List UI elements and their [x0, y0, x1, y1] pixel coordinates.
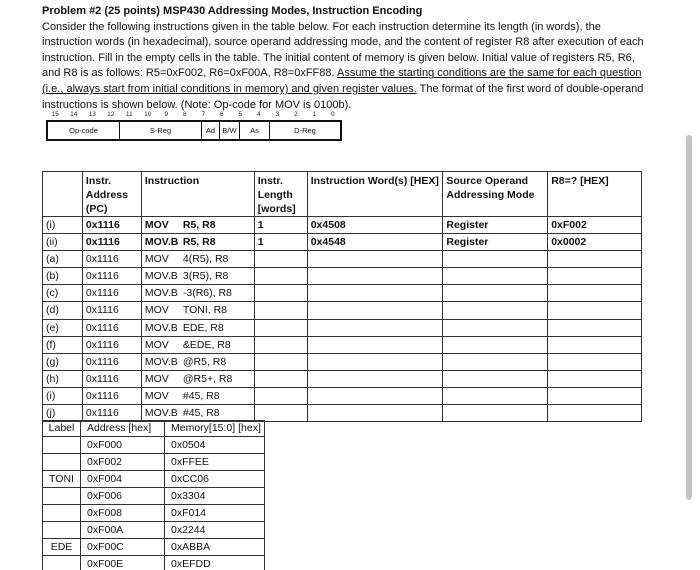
bit-number: 5 [238, 111, 243, 118]
row-label: (c) [43, 285, 83, 302]
memory-row [43, 505, 265, 522]
instr-length[interactable] [254, 302, 307, 319]
instr-address: 0x1116 [82, 302, 141, 319]
r8-value[interactable] [548, 268, 642, 285]
problem-tail: The format of the first word of double-operand instructions is shown below. (Note: Op-code for MOV is 0100b). [42, 82, 644, 111]
operands: 4(R5), R8 [182, 253, 229, 266]
mnemonic: MOV.B [144, 407, 178, 420]
mem-value: 0xCC06 [165, 471, 265, 488]
operands: EDE, R8 [182, 321, 224, 334]
instr-address: 0x1116 [82, 285, 141, 302]
bit-number: 13 [88, 111, 96, 118]
row-label: (a) [43, 251, 83, 268]
instruction-table [42, 171, 642, 422]
instruction-cell [141, 370, 254, 387]
mnemonic: MOV [144, 219, 169, 231]
row-label: (e) [43, 319, 83, 336]
instr-words[interactable] [307, 285, 443, 302]
operands: &EDE, R8 [182, 338, 231, 351]
mnemonic: MOV.B [144, 355, 178, 368]
header-pc: Instr. Address (PC) [82, 172, 141, 217]
mnemonic: MOV.B [144, 321, 178, 334]
r8-value[interactable] [548, 336, 642, 353]
mnemonic: MOV [144, 389, 169, 402]
instr-length[interactable] [254, 268, 307, 285]
mem-value: 0xEFDD [165, 556, 265, 570]
instruction-cell [141, 387, 254, 404]
header-mode: Source Operand Addressing Mode [443, 172, 548, 217]
mem-address: 0xF00A [81, 522, 165, 539]
mnemonic: MOV [144, 338, 169, 351]
bit-number-row [46, 111, 342, 120]
instr-address: 0x1116 [82, 268, 141, 285]
mnemonic: MOV.B [144, 287, 178, 300]
addressing-mode[interactable]: Register [443, 234, 548, 251]
row-label: (h) [43, 370, 83, 387]
operands: -3(R6), R8 [182, 287, 232, 300]
instruction-row [43, 302, 642, 319]
memory-row [43, 522, 265, 539]
instr-words[interactable] [307, 405, 443, 422]
mem-value: 0x3304 [165, 488, 265, 505]
bit-number: 3 [275, 111, 280, 118]
problem-title: Problem #2 (25 points) MSP430 Addressing Modes, Instruction Encoding [42, 5, 423, 17]
operands: @R5+, R8 [182, 372, 233, 385]
instr-address: 0x1116 [82, 370, 141, 387]
operands: 3(R5), R8 [182, 270, 229, 283]
mem-label [43, 454, 81, 471]
r8-value[interactable]: 0xF002 [548, 217, 642, 234]
instr-length[interactable] [254, 251, 307, 268]
r8-value[interactable]: 0x0002 [548, 234, 642, 251]
instruction-cell [141, 251, 254, 268]
mem-value: 0x0504 [165, 437, 265, 454]
addressing-mode[interactable] [443, 353, 548, 370]
instruction-cell [141, 234, 254, 251]
instr-words[interactable] [307, 302, 443, 319]
field-dreg: D-Reg [294, 126, 316, 135]
mnemonic: MOV [144, 304, 169, 317]
bit-number: 1 [312, 111, 317, 118]
header-r8: R8=? [HEX] [548, 172, 642, 217]
mnemonic: MOV.B [144, 270, 178, 283]
instruction-row [43, 336, 642, 353]
bit-number: 14 [70, 111, 78, 118]
instruction-row [43, 234, 642, 251]
instr-address: 0x1116 [82, 217, 141, 234]
instruction-cell [141, 302, 254, 319]
addressing-mode[interactable] [443, 370, 548, 387]
instruction-cell [141, 336, 254, 353]
instruction-format-diagram [46, 111, 342, 141]
addressing-mode[interactable] [443, 285, 548, 302]
memory-row [43, 556, 265, 570]
mnemonic: MOV.B [144, 236, 179, 249]
instr-length[interactable] [254, 285, 307, 302]
r8-value[interactable] [548, 302, 642, 319]
instr-words[interactable]: 0x4548 [307, 234, 443, 251]
instruction-cell [141, 319, 254, 336]
r8-value[interactable] [548, 251, 642, 268]
instruction-row [43, 285, 642, 302]
instr-words[interactable] [307, 251, 443, 268]
bit-number: 9 [164, 111, 169, 118]
bit-number: 11 [125, 111, 133, 118]
instruction-cell [141, 285, 254, 302]
bit-number: 2 [293, 111, 298, 118]
mem-address: 0xF002 [81, 454, 165, 471]
instr-length[interactable] [254, 353, 307, 370]
r8-value[interactable] [548, 405, 642, 422]
instruction-row [43, 353, 642, 370]
r8-value[interactable] [548, 370, 642, 387]
mem-value: 0xF014 [165, 505, 265, 522]
r8-value[interactable] [548, 353, 642, 370]
header-row-label [43, 172, 83, 217]
instr-words[interactable] [307, 370, 443, 387]
bit-number: 12 [107, 111, 115, 118]
instr-address: 0x1116 [82, 234, 141, 251]
instr-address: 0x1116 [82, 353, 141, 370]
mem-address: 0xF00C [81, 539, 165, 556]
header-label: Label [43, 421, 81, 437]
field-as: As [240, 122, 270, 139]
instr-length[interactable] [254, 336, 307, 353]
row-label: (f) [43, 336, 83, 353]
bit-number: 4 [256, 111, 261, 118]
instruction-row [43, 251, 642, 268]
instr-address: 0x1116 [82, 387, 141, 404]
instr-words[interactable] [307, 387, 443, 404]
instr-address: 0x1116 [82, 336, 141, 353]
addressing-mode[interactable] [443, 251, 548, 268]
bit-number: 0 [330, 111, 335, 118]
instr-words[interactable] [307, 268, 443, 285]
mem-address: 0xF006 [81, 488, 165, 505]
mem-value: 0xABBA [165, 539, 265, 556]
memory-table-header [43, 421, 265, 437]
addressing-mode[interactable] [443, 268, 548, 285]
row-label: (j) [43, 405, 83, 422]
mem-address: 0xF00E [81, 556, 165, 570]
instr-length[interactable]: 1 [254, 217, 307, 234]
instr-address: 0x1116 [82, 251, 141, 268]
instruction-row [43, 217, 642, 234]
mem-label: TONI [43, 471, 81, 488]
instr-length[interactable]: 1 [254, 234, 307, 251]
field-ad: Ad [202, 122, 220, 139]
mnemonic: MOV [144, 372, 169, 385]
row-label: (d) [43, 302, 83, 319]
header-address: Address [hex] [81, 421, 165, 437]
instruction-cell [141, 353, 254, 370]
problem-statement [42, 4, 652, 113]
memory-table [42, 420, 265, 570]
mem-address: 0xF000 [81, 437, 165, 454]
r8-value[interactable] [548, 319, 642, 336]
bit-number: 8 [182, 111, 187, 118]
addressing-mode[interactable]: Register [443, 217, 548, 234]
header-instruction: Instruction [141, 172, 254, 217]
operands: TONI, R8 [182, 304, 228, 317]
addressing-mode[interactable] [443, 336, 548, 353]
mnemonic: MOV [144, 253, 169, 266]
field-opcode: Op-code [48, 122, 120, 139]
operands: @R5, R8 [182, 355, 227, 368]
mem-label: EDE [43, 539, 81, 556]
mem-value: 0x2244 [165, 522, 265, 539]
instr-words[interactable] [307, 353, 443, 370]
bit-number: 10 [144, 111, 152, 118]
operands: R5, R8 [182, 236, 216, 249]
instruction-row [43, 268, 642, 285]
memory-row [43, 488, 265, 505]
header-memory: Memory[15:0] [hex] [165, 421, 265, 437]
mem-address: 0xF008 [81, 505, 165, 522]
instr-address: 0x1116 [82, 319, 141, 336]
mem-label [43, 556, 81, 570]
row-label: (g) [43, 353, 83, 370]
instruction-cell [141, 217, 254, 234]
row-label: (b) [43, 268, 83, 285]
header-length: Instr. Length [words] [254, 172, 307, 217]
bit-number: 15 [51, 111, 59, 118]
instr-words[interactable] [307, 319, 443, 336]
addressing-mode[interactable] [443, 319, 548, 336]
memory-row [43, 437, 265, 454]
mem-label [43, 488, 81, 505]
memory-row [43, 454, 265, 471]
problem-intro: Consider the following instructions given in the table below. For each instruction determine its length (in words), the instruction words (in hexadecimal), source operand addressing mode, and the content of register R8 after execution of each instruction. Fill in the empty cells in the table. The initial content of memory is given below. Initial value of registers R5, R6, and R8 is as follows: R5=0xF002, R6=0xF00A, R8=0xFF88. [42, 20, 644, 80]
instruction-format-fields [46, 120, 342, 141]
row-label: (ii) [43, 234, 83, 251]
addressing-mode[interactable] [443, 302, 548, 319]
field-bw: B/W [220, 122, 240, 139]
r8-value[interactable] [548, 285, 642, 302]
bit-number: 6 [219, 111, 224, 118]
instr-address: 0x1116 [82, 405, 141, 422]
field-sreg: S-Reg [120, 122, 202, 139]
instr-length[interactable] [254, 387, 307, 404]
bit-number: 7 [201, 111, 206, 118]
instruction-cell [141, 268, 254, 285]
operands: #45, R8 [182, 389, 220, 402]
instruction-row [43, 319, 642, 336]
r8-value[interactable] [548, 387, 642, 404]
vertical-scrollbar[interactable] [686, 135, 692, 500]
row-label: (i) [43, 387, 83, 404]
memory-row [43, 539, 265, 556]
mem-label [43, 505, 81, 522]
instr-words[interactable] [307, 336, 443, 353]
mem-label [43, 522, 81, 539]
mem-address: 0xF004 [81, 471, 165, 488]
instruction-row [43, 387, 642, 404]
instr-length[interactable] [254, 319, 307, 336]
addressing-mode[interactable] [443, 387, 548, 404]
operands: #45, R8 [182, 407, 220, 420]
row-label: (i) [43, 217, 83, 234]
instruction-table-header [43, 172, 642, 217]
problem-underlined-note: Assume the starting conditions are the same for each question (i.e., always start from initial conditions in memory) and given register values. [42, 67, 642, 95]
addressing-mode[interactable] [443, 405, 548, 422]
memory-row [43, 471, 265, 488]
mem-value: 0xFFEE [165, 454, 265, 471]
instr-words[interactable]: 0x4508 [307, 217, 443, 234]
header-words: Instruction Word(s) [HEX] [307, 172, 443, 217]
operands: R5, R8 [182, 219, 216, 231]
instruction-row [43, 370, 642, 387]
mem-label [43, 437, 81, 454]
instr-length[interactable] [254, 370, 307, 387]
